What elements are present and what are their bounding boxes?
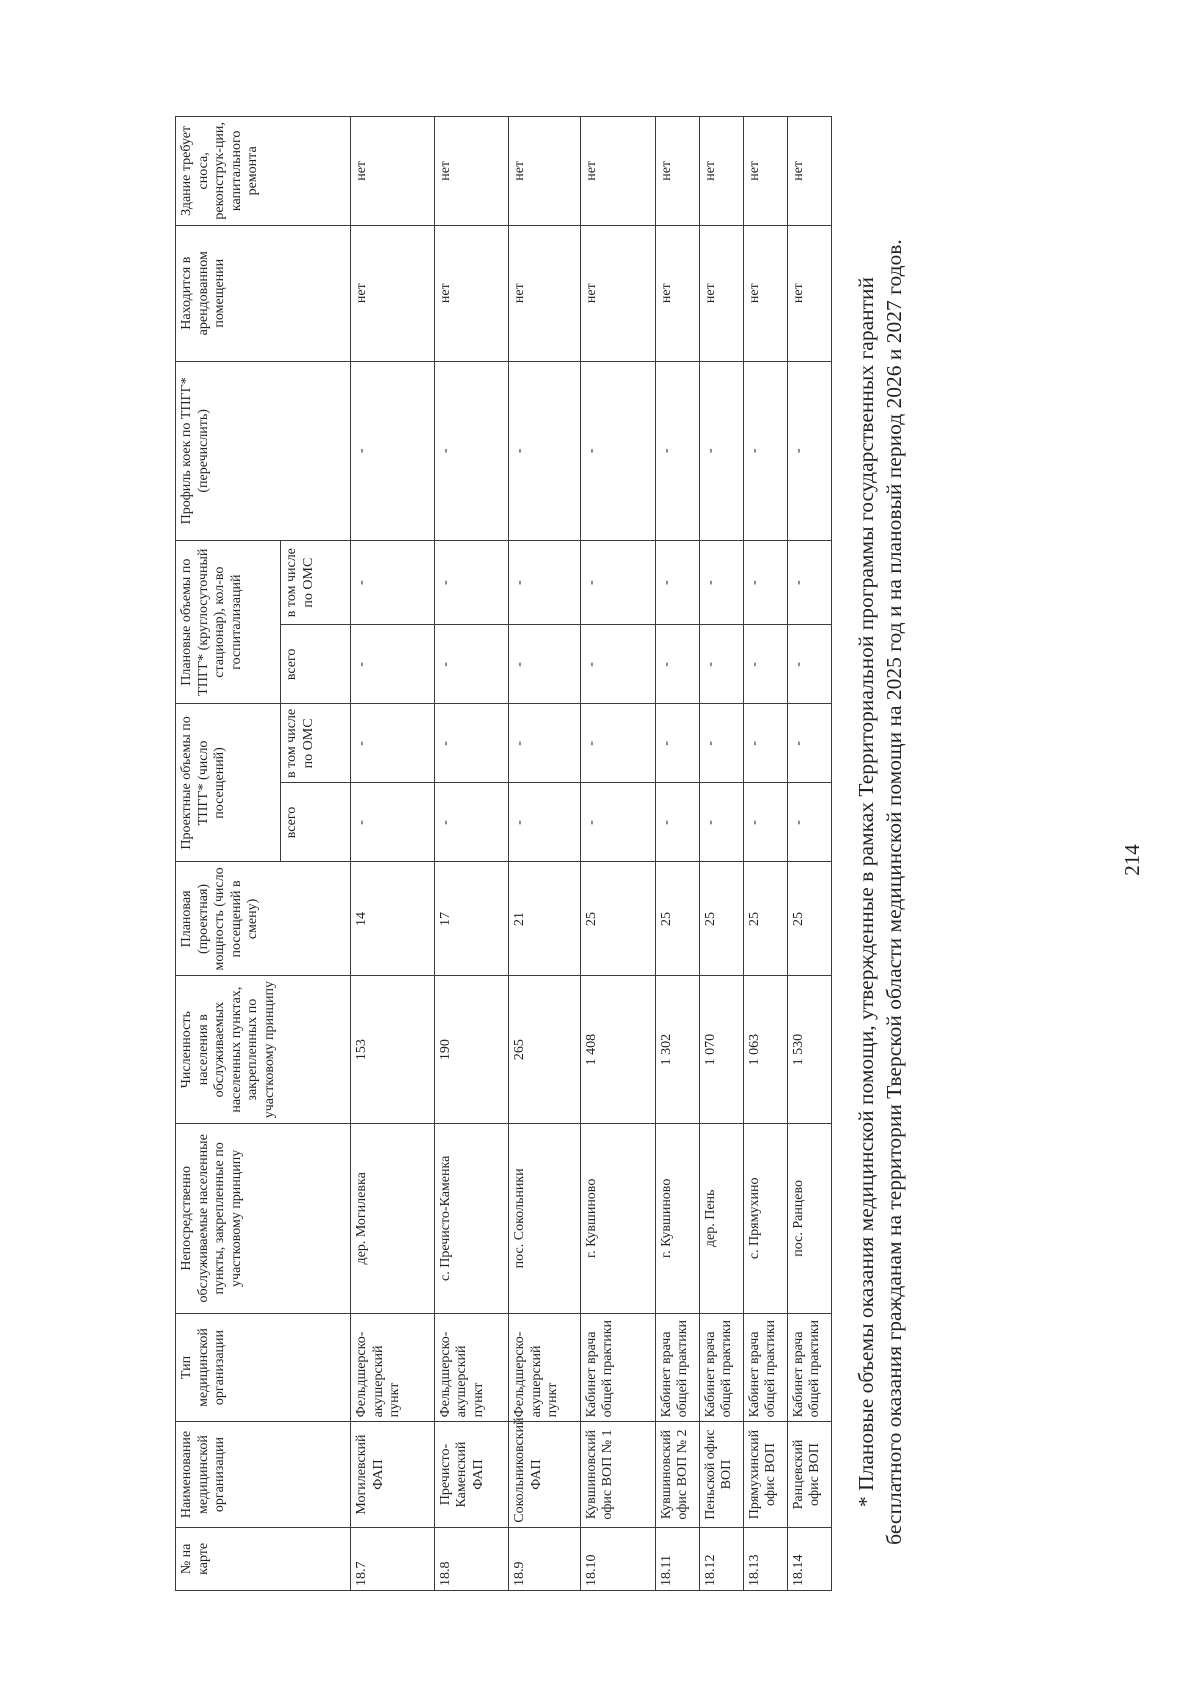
cell-num: 18.12 [699, 1527, 743, 1590]
table-row [434, 117, 509, 1591]
header-plan-volumes: Плановые объемы по ТПГГ* (круглосуточный стационар), кол-во госпитализаций [176, 540, 281, 703]
cell-settlement: дер. Могилевка [351, 1123, 435, 1313]
cell-plan-oms: - [787, 540, 831, 624]
cell-bed-profile: - [351, 361, 435, 540]
cell-type: Кабинет врача общей практики [699, 1313, 743, 1422]
cell-demolition: нет [699, 117, 743, 226]
cell-name: Могилевский ФАП [351, 1422, 435, 1527]
cell-type: Кабинет врача общей практики [787, 1313, 831, 1422]
cell-rented: нет [655, 225, 699, 361]
header-project-oms: в том числе по ОМС [281, 704, 351, 783]
table-row [580, 117, 655, 1591]
cell-rented: нет [580, 225, 655, 361]
cell-name: Сокольниковский ФАП [509, 1422, 581, 1527]
cell-rented: нет [787, 225, 831, 361]
cell-name: Кувшиновский офис ВОП № 2 [655, 1422, 699, 1527]
cell-demolition: нет [743, 117, 787, 226]
cell-num: 18.8 [434, 1527, 509, 1590]
cell-project-total: - [743, 783, 787, 862]
cell-project-oms: - [580, 704, 655, 783]
cell-name: Прямухинский офис ВОП [743, 1422, 787, 1527]
cell-rented: нет [743, 225, 787, 361]
cell-population: 1 408 [580, 976, 655, 1124]
cell-capacity: 25 [655, 862, 699, 976]
cell-bed-profile: - [787, 361, 831, 540]
cell-settlement: дер. Пень [699, 1123, 743, 1313]
cell-capacity: 25 [580, 862, 655, 976]
cell-rented: нет [434, 225, 509, 361]
cell-demolition: нет [580, 117, 655, 226]
cell-settlement: пос. Сокольники [509, 1123, 581, 1313]
cell-capacity: 21 [509, 862, 581, 976]
cell-plan-total: - [434, 625, 509, 704]
cell-plan-oms: - [699, 540, 743, 624]
cell-settlement: г. Кувшиново [580, 1123, 655, 1313]
cell-project-oms: - [787, 704, 831, 783]
cell-settlement: г. Кувшиново [655, 1123, 699, 1313]
cell-population: 265 [509, 976, 581, 1124]
header-project-volumes: Проектные объемы по ТПГГ* (число посещений) [176, 704, 281, 862]
header-project-total: всего [281, 783, 351, 862]
cell-capacity: 25 [787, 862, 831, 976]
header-population: Численность населения в обслуживаемых населенных пунктах, закрепленных по участковому принципу [176, 976, 351, 1124]
cell-bed-profile: - [434, 361, 509, 540]
cell-project-oms: - [351, 704, 435, 783]
cell-name: Пеньской офис ВОП [699, 1422, 743, 1527]
cell-num: 18.10 [580, 1527, 655, 1590]
medical-organizations-table [175, 116, 832, 1591]
cell-plan-total: - [351, 625, 435, 704]
cell-capacity: 25 [743, 862, 787, 976]
cell-project-oms: - [655, 704, 699, 783]
header-demolition: Здание требует сноса, реконструк-ции, капитального ремонта [176, 117, 351, 226]
cell-demolition: нет [434, 117, 509, 226]
cell-type: Кабинет врача общей практики [580, 1313, 655, 1422]
table-row [655, 117, 699, 1591]
cell-name: Кувшиновский офис ВОП № 1 [580, 1422, 655, 1527]
cell-project-oms: - [743, 704, 787, 783]
header-name: Наименование медицинской организации [176, 1422, 351, 1527]
cell-num: 18.7 [351, 1527, 435, 1590]
cell-num: 18.9 [509, 1527, 581, 1590]
cell-type: Фельдшерско-акушерский пункт [351, 1313, 435, 1422]
cell-plan-total: - [655, 625, 699, 704]
cell-type: Кабинет врача общей практики [743, 1313, 787, 1422]
footnote-line-2: бесплатного оказания гражданам на территории Тверской области медицинской помощи на 2025 год и на плановый период 2026 и 2027 годов. [882, 239, 906, 1545]
header-plan-oms: в том числе по ОМС [281, 540, 351, 624]
cell-num: 18.13 [743, 1527, 787, 1590]
cell-project-total: - [351, 783, 435, 862]
cell-project-total: - [434, 783, 509, 862]
header-settlements: Непосредственно обслуживаемые населенные пункты, закрепленные по участковому принципу [176, 1123, 351, 1313]
cell-plan-oms: - [743, 540, 787, 624]
header-num: № на карте [176, 1527, 351, 1590]
cell-settlement: с. Прямухино [743, 1123, 787, 1313]
table-row [787, 117, 831, 1591]
cell-plan-total: - [787, 625, 831, 704]
footnote [852, 182, 908, 1602]
cell-bed-profile: - [743, 361, 787, 540]
cell-type: Фельдшерско-акушерский пункт [509, 1313, 581, 1422]
cell-settlement: с. Пречисто-Каменка [434, 1123, 509, 1313]
cell-bed-profile: - [509, 361, 581, 540]
cell-num: 18.14 [787, 1527, 831, 1590]
cell-population: 1 530 [787, 976, 831, 1124]
page-number: 214 [1120, 844, 1144, 876]
cell-plan-oms: - [434, 540, 509, 624]
cell-plan-total: - [743, 625, 787, 704]
cell-plan-total: - [699, 625, 743, 704]
cell-population: 1 063 [743, 976, 787, 1124]
cell-bed-profile: - [699, 361, 743, 540]
cell-population: 190 [434, 976, 509, 1124]
table-row [351, 117, 435, 1591]
header-type: Тип медицинской организации [176, 1313, 351, 1422]
rotated-table-container [175, 116, 832, 1591]
cell-demolition: нет [509, 117, 581, 226]
cell-type: Фельдшерско-акушерский пункт [434, 1313, 509, 1422]
cell-capacity: 14 [351, 862, 435, 976]
cell-bed-profile: - [655, 361, 699, 540]
cell-demolition: нет [787, 117, 831, 226]
cell-plan-oms: - [655, 540, 699, 624]
cell-rented: нет [351, 225, 435, 361]
cell-name: Пречисто-Каменский ФАП [434, 1422, 509, 1527]
cell-population: 153 [351, 976, 435, 1124]
header-bed-profile: Профиль коек по ТПГГ* (перечислить) [176, 361, 351, 540]
table-body [351, 117, 832, 1591]
cell-plan-total: - [509, 625, 581, 704]
cell-name: Ранцевский офис ВОП [787, 1422, 831, 1527]
footnote-line-1: * Плановые объемы оказания медицинской помощи, утвержденные в рамках Территориальной программы государственных гарантий [854, 276, 878, 1508]
cell-demolition: нет [351, 117, 435, 226]
cell-num: 18.11 [655, 1527, 699, 1590]
table-header [176, 117, 351, 1591]
cell-project-oms: - [699, 704, 743, 783]
cell-plan-oms: - [351, 540, 435, 624]
cell-project-total: - [699, 783, 743, 862]
cell-population: 1 302 [655, 976, 699, 1124]
header-rented: Находится в арендованном помещении [176, 225, 351, 361]
table-row [743, 117, 787, 1591]
table-row [509, 117, 581, 1591]
header-capacity: Плановая (проектная) мощность (число посещений в смену) [176, 862, 351, 976]
table-row [699, 117, 743, 1591]
cell-capacity: 25 [699, 862, 743, 976]
cell-project-total: - [509, 783, 581, 862]
cell-plan-oms: - [509, 540, 581, 624]
cell-capacity: 17 [434, 862, 509, 976]
cell-project-oms: - [434, 704, 509, 783]
cell-project-total: - [580, 783, 655, 862]
cell-demolition: нет [655, 117, 699, 226]
cell-project-total: - [655, 783, 699, 862]
cell-population: 1 070 [699, 976, 743, 1124]
cell-rented: нет [509, 225, 581, 361]
cell-plan-oms: - [580, 540, 655, 624]
cell-bed-profile: - [580, 361, 655, 540]
header-plan-total: всего [281, 625, 351, 704]
cell-project-total: - [787, 783, 831, 862]
cell-rented: нет [699, 225, 743, 361]
cell-settlement: пос. Ранцево [787, 1123, 831, 1313]
cell-project-oms: - [509, 704, 581, 783]
cell-type: Кабинет врача общей практики [655, 1313, 699, 1422]
cell-plan-total: - [580, 625, 655, 704]
